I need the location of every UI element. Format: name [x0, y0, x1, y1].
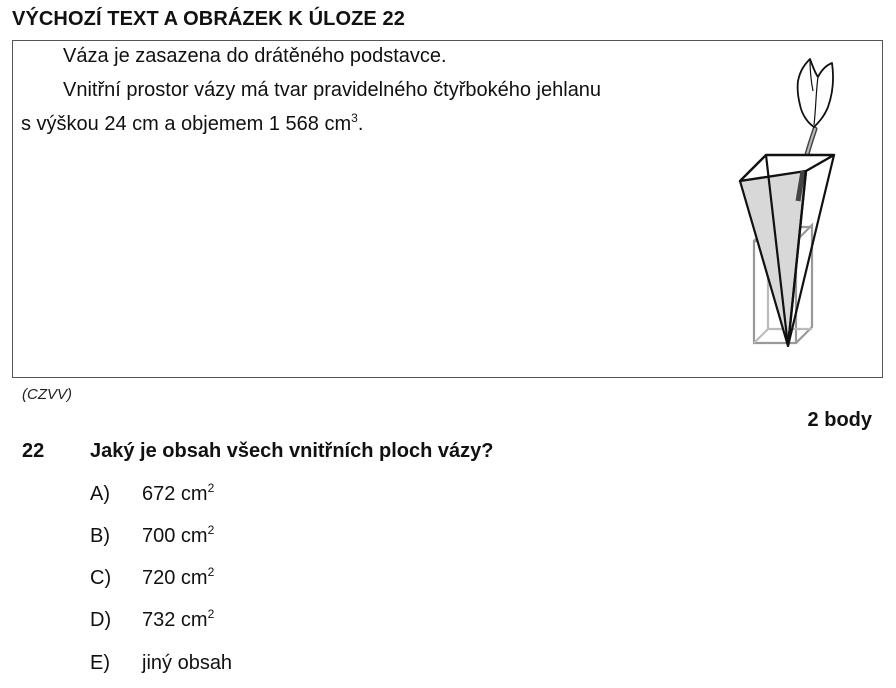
option-letter: A) — [90, 483, 110, 505]
option-c[interactable] — [90, 567, 214, 590]
intro-line-3-text: s výškou 24 cm a objemem 1 568 cm — [21, 113, 352, 135]
option-e[interactable] — [90, 652, 232, 675]
question-number: 22 — [22, 440, 45, 462]
points-label: 2 body — [807, 409, 872, 431]
option-exponent: 2 — [207, 565, 215, 579]
question-text: Jaký je obsah všech vnitřních ploch vázy? — [90, 440, 494, 462]
intro-line-3-suffix: . — [357, 113, 364, 135]
intro-box — [12, 40, 883, 378]
intro-line-1: Váza je zasazena do drátěného podstavce. — [63, 45, 447, 67]
intro-line-3 — [21, 113, 363, 136]
task-heading: VÝCHOZÍ TEXT A OBRÁZEK K ÚLOZE 22 — [12, 8, 405, 30]
option-exponent: 2 — [207, 523, 215, 537]
option-exponent: 2 — [207, 607, 215, 621]
option-text: 732 cm — [142, 609, 208, 631]
option-b[interactable] — [90, 525, 214, 548]
option-a[interactable] — [90, 483, 214, 506]
option-text: 700 cm — [142, 525, 208, 547]
option-text: 720 cm — [142, 567, 208, 589]
intro-line-3-exponent: 3 — [351, 111, 358, 125]
vase-with-tulip-illustration — [718, 51, 843, 356]
option-text: jiný obsah — [142, 652, 233, 674]
option-letter: C) — [90, 567, 112, 589]
option-d[interactable] — [90, 609, 214, 632]
option-exponent: 2 — [207, 481, 215, 495]
option-letter: E) — [90, 652, 110, 674]
option-letter: B) — [90, 525, 110, 547]
intro-line-2: Vnitřní prostor vázy má tvar pravidelného čtyřbokého jehlanu — [63, 79, 602, 101]
option-letter: D) — [90, 609, 112, 631]
source-note: (CZVV) — [22, 386, 72, 403]
option-text: 672 cm — [142, 483, 208, 505]
